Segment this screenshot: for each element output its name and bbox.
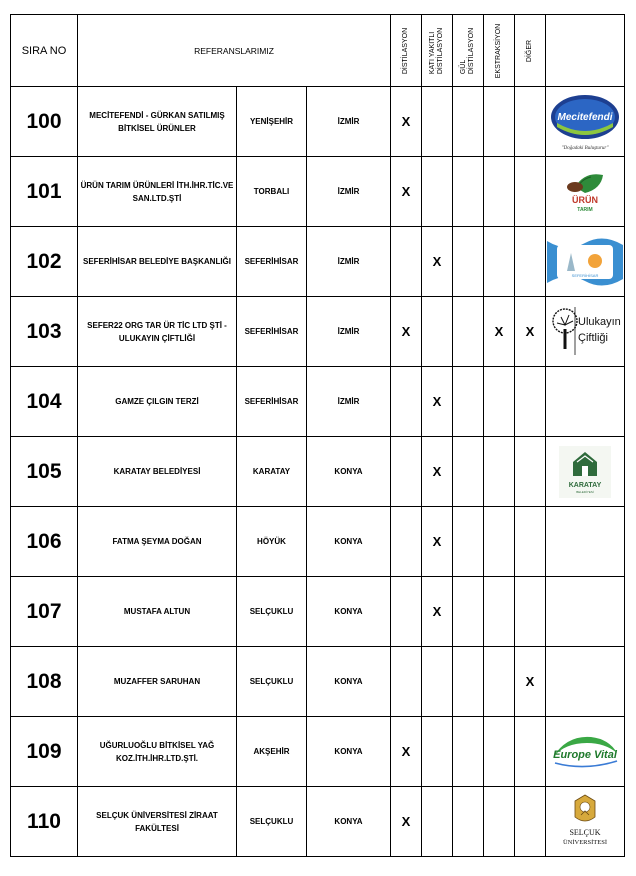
row-reference-name: SEFER22 ORG TAR ÜR TİC LTD ŞTİ - ULUKAYIN ÇİFTLİĞİ: [78, 297, 237, 367]
row-reference-name: MECİTEFENDİ - GÜRKAN SATILMIŞ BİTKİSEL ÜRÜNLER: [78, 87, 237, 157]
header-gul-line1: GÜL: [460, 59, 468, 74]
table-row: [11, 577, 625, 647]
row-mark-diger: [515, 87, 546, 157]
row-reference-name: UĞURLUOĞLU BİTKİSEL YAĞ KOZ.İTH.İHR.LTD.ŞTİ.: [78, 717, 237, 787]
row-city: KONYA: [307, 577, 391, 647]
header-distilasyon: [391, 15, 422, 87]
header-diger-label: DİĞER: [526, 39, 534, 62]
row-district: TORBALI: [237, 157, 307, 227]
row-mark-ekstraksiyon: [484, 87, 515, 157]
svg-text:BELEDİYESİ: BELEDİYESİ: [576, 489, 594, 494]
row-district: SEFERİHİSAR: [237, 227, 307, 297]
table-row: [11, 87, 625, 157]
row-mark-gul-distilasyon: [453, 87, 484, 157]
row-reference-name: FATMA ŞEYMA DOĞAN: [78, 507, 237, 577]
row-number: 108: [11, 647, 78, 717]
urun-tarim-logo: [555, 169, 615, 215]
row-district: AKŞEHİR: [237, 717, 307, 787]
header-distilasyon-label: DİSTİLASYON: [402, 27, 410, 74]
table-row: [11, 297, 625, 367]
row-mark-kati-yakitli: X: [422, 437, 453, 507]
row-logo: [546, 367, 625, 437]
row-mark-distilasyon: X: [391, 157, 422, 227]
seferihisar-logo: [547, 231, 623, 293]
row-mark-distilasyon: X: [391, 297, 422, 367]
row-mark-distilasyon: [391, 647, 422, 717]
row-city: İZMİR: [307, 227, 391, 297]
row-number: 102: [11, 227, 78, 297]
row-district: SELÇUKLU: [237, 787, 307, 857]
row-city: KONYA: [307, 647, 391, 717]
header-sira-no: SIRA NO: [11, 15, 78, 87]
row-number: 105: [11, 437, 78, 507]
table-row: [11, 227, 625, 297]
row-mark-distilasyon: [391, 577, 422, 647]
row-reference-name: KARATAY BELEDİYESİ: [78, 437, 237, 507]
row-reference-name: GAMZE ÇILGIN TERZİ: [78, 367, 237, 437]
row-reference-name: MUSTAFA ALTUN: [78, 577, 237, 647]
row-mark-ekstraksiyon: [484, 577, 515, 647]
row-mark-diger: [515, 507, 546, 577]
header-row: [11, 15, 625, 87]
table-row: [11, 367, 625, 437]
row-mark-gul-distilasyon: [453, 437, 484, 507]
row-district: SEFERİHİSAR: [237, 367, 307, 437]
row-district: KARATAY: [237, 437, 307, 507]
table-row: [11, 717, 625, 787]
ulukayin-logo: [547, 301, 623, 363]
svg-text:TARIM: TARIM: [577, 206, 593, 213]
row-district: SELÇUKLU: [237, 577, 307, 647]
row-district: SELÇUKLU: [237, 647, 307, 717]
svg-text:Çiftliği: Çiftliği: [578, 331, 608, 344]
svg-text:Mecitefendi: Mecitefendi: [557, 111, 613, 123]
row-number: 103: [11, 297, 78, 367]
row-mark-ekstraksiyon: [484, 367, 515, 437]
europe-vital-logo: [547, 727, 623, 777]
header-diger: [515, 15, 546, 87]
header-logo: [546, 15, 625, 87]
row-reference-name: SELÇUK ÜNİVERSİTESİ ZİRAAT FAKÜLTESİ: [78, 787, 237, 857]
row-mark-gul-distilasyon: [453, 227, 484, 297]
svg-text:Europe Vital: Europe Vital: [553, 748, 617, 761]
references-table: [10, 14, 625, 857]
row-mark-kati-yakitli: X: [422, 507, 453, 577]
header-gul-distilasyon: [453, 15, 484, 87]
table-row: [11, 157, 625, 227]
row-mark-gul-distilasyon: [453, 157, 484, 227]
row-mark-kati-yakitli: [422, 647, 453, 717]
row-city: İZMİR: [307, 157, 391, 227]
row-mark-kati-yakitli: X: [422, 577, 453, 647]
row-mark-ekstraksiyon: [484, 717, 515, 787]
mecitefendi-logo: [547, 91, 623, 153]
row-number: 110: [11, 787, 78, 857]
row-mark-ekstraksiyon: [484, 507, 515, 577]
row-logo: [546, 507, 625, 577]
row-mark-ekstraksiyon: [484, 787, 515, 857]
svg-text:SEFERİHİSAR: SEFERİHİSAR: [571, 272, 599, 278]
row-logo: [546, 437, 625, 507]
row-logo: [546, 297, 625, 367]
row-district: SEFERİHİSAR: [237, 297, 307, 367]
row-logo: [546, 87, 625, 157]
row-logo: [546, 717, 625, 787]
row-number: 107: [11, 577, 78, 647]
row-number: 106: [11, 507, 78, 577]
selcuk-university-logo: [555, 791, 615, 853]
row-mark-distilasyon: X: [391, 787, 422, 857]
row-city: KONYA: [307, 437, 391, 507]
row-mark-kati-yakitli: X: [422, 227, 453, 297]
karatay-logo: [555, 442, 615, 502]
row-logo: [546, 787, 625, 857]
row-mark-diger: X: [515, 647, 546, 717]
header-ekstraksiyon-label: EKSTRAKSİYON: [495, 23, 503, 78]
row-mark-gul-distilasyon: [453, 647, 484, 717]
references-body: [11, 87, 625, 857]
row-mark-gul-distilasyon: [453, 297, 484, 367]
row-logo: [546, 647, 625, 717]
row-city: KONYA: [307, 787, 391, 857]
svg-text:ÜNİVERSİTESİ: ÜNİVERSİTESİ: [562, 838, 608, 846]
row-mark-distilasyon: X: [391, 87, 422, 157]
row-logo: [546, 577, 625, 647]
header-kati-yakitli: [422, 15, 453, 87]
row-mark-ekstraksiyon: [484, 437, 515, 507]
row-mark-kati-yakitli: [422, 717, 453, 787]
table-row: [11, 787, 625, 857]
row-mark-distilasyon: [391, 367, 422, 437]
row-city: KONYA: [307, 507, 391, 577]
row-city: İZMİR: [307, 367, 391, 437]
row-district: YENİŞEHİR: [237, 87, 307, 157]
row-mark-gul-distilasyon: [453, 717, 484, 787]
row-mark-kati-yakitli: [422, 787, 453, 857]
row-mark-diger: [515, 437, 546, 507]
row-mark-diger: X: [515, 297, 546, 367]
row-mark-ekstraksiyon: [484, 227, 515, 297]
row-district: HÖYÜK: [237, 507, 307, 577]
table-row: [11, 437, 625, 507]
row-mark-ekstraksiyon: [484, 157, 515, 227]
header-referanslar: REFERANSLARIMIZ: [78, 15, 391, 87]
header-kati-line1: KATI YAKITLI: [429, 31, 437, 74]
row-reference-name: ÜRÜN TARIM ÜRÜNLERİ İTH.İHR.TİC.VE SAN.LTD.ŞTİ: [78, 157, 237, 227]
row-logo: [546, 157, 625, 227]
row-mark-gul-distilasyon: [453, 367, 484, 437]
row-mark-diger: [515, 227, 546, 297]
row-city: İZMİR: [307, 297, 391, 367]
row-city: KONYA: [307, 717, 391, 787]
header-gul-line2: DİSTİLASYON: [468, 27, 476, 74]
svg-text:"Doğadaki Buluşturur": "Doğadaki Buluşturur": [561, 145, 609, 151]
row-mark-diger: [515, 577, 546, 647]
svg-text:Ulukayın: Ulukayın: [578, 315, 621, 328]
header-ekstraksiyon: [484, 15, 515, 87]
row-mark-distilasyon: [391, 507, 422, 577]
row-mark-ekstraksiyon: [484, 647, 515, 717]
row-mark-gul-distilasyon: [453, 507, 484, 577]
row-mark-kati-yakitli: [422, 297, 453, 367]
row-mark-distilasyon: [391, 437, 422, 507]
row-mark-gul-distilasyon: [453, 787, 484, 857]
row-mark-kati-yakitli: [422, 87, 453, 157]
row-number: 109: [11, 717, 78, 787]
row-mark-diger: [515, 717, 546, 787]
row-number: 100: [11, 87, 78, 157]
row-mark-diger: [515, 157, 546, 227]
row-mark-diger: [515, 787, 546, 857]
row-number: 104: [11, 367, 78, 437]
row-mark-diger: [515, 367, 546, 437]
row-reference-name: MUZAFFER SARUHAN: [78, 647, 237, 717]
row-mark-kati-yakitli: [422, 157, 453, 227]
row-mark-kati-yakitli: X: [422, 367, 453, 437]
row-mark-gul-distilasyon: [453, 577, 484, 647]
row-reference-name: SEFERİHİSAR BELEDİYE BAŞKANLIĞI: [78, 227, 237, 297]
row-mark-distilasyon: [391, 227, 422, 297]
row-number: 101: [11, 157, 78, 227]
row-mark-ekstraksiyon: X: [484, 297, 515, 367]
table-row: [11, 647, 625, 717]
row-city: İZMİR: [307, 87, 391, 157]
header-kati-line2: DİSTİLASYON: [437, 27, 445, 74]
svg-text:ÜRÜN: ÜRÜN: [572, 194, 599, 205]
svg-text:SELÇUK: SELÇUK: [569, 827, 601, 837]
row-mark-distilasyon: X: [391, 717, 422, 787]
svg-text:KARATAY: KARATAY: [568, 481, 602, 489]
row-logo: [546, 227, 625, 297]
table-row: [11, 507, 625, 577]
